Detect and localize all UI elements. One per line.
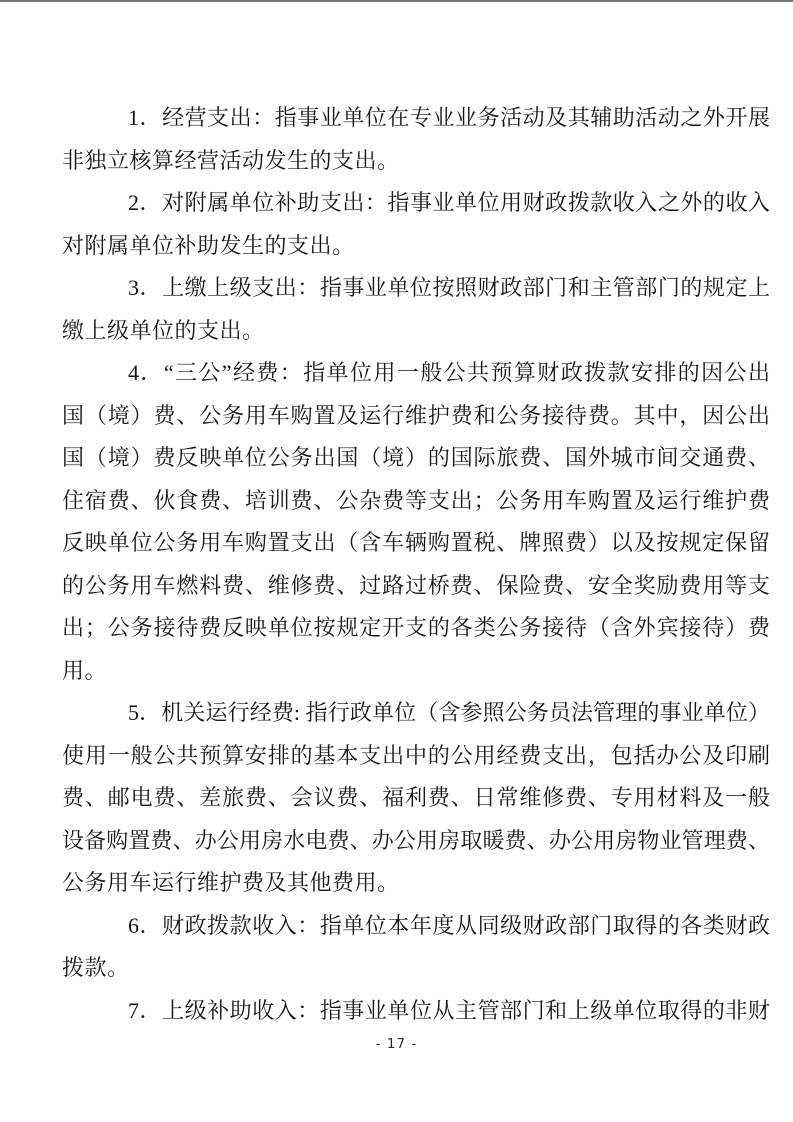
document-body-text (62, 97, 770, 1032)
text-line: 费、邮电费、差旅费、会议费、福利费、日常维修费、专用材料及一般 (62, 785, 770, 810)
text-line: 使用一般公共预算安排的基本支出中的公用经费支出，包括办公及印刷 (62, 742, 770, 768)
page-number: - 17 - (375, 1036, 418, 1052)
text-line: 国（境）费反映单位公务出国（境）的国际旅费、国外城市间交通费、 (62, 445, 770, 470)
text-line: 公务用车运行维护费及其他费用。 (62, 870, 400, 895)
text-line: 出；公务接待费反映单位按规定开支的各类公务接待（含外宾接待）费 (62, 615, 770, 640)
text-line: 缴上级单位的支出。 (62, 317, 265, 343)
text-line: 7．上级补助收入：指事业单位从主管部门和上级单位取得的非财 (128, 997, 770, 1023)
text-line: 3．上缴上级支出：指事业单位按照财政部门和主管部门的规定上 (128, 275, 770, 300)
text-line: 国（境）费、公务用车购置及运行维护费和公务接待费。其中，因公出 (62, 402, 770, 428)
text-line: 非独立核算经营活动发生的支出。 (62, 147, 400, 173)
text-line: 反映单位公务用车购置支出（含车辆购置税、牌照费）以及按规定保留 (62, 530, 770, 555)
text-line: 1．经营支出：指事业单位在专业业务活动及其辅助活动之外开展 (128, 105, 770, 130)
text-line: 对附属单位补助发生的支出。 (62, 232, 355, 258)
text-line: 2．对附属单位补助支出：指事业单位用财政拨款收入之外的收入 (128, 190, 770, 215)
text-line: 4．“三公”经费：指单位用一般公共预算财政拨款安排的因公出 (128, 360, 770, 385)
text-line: 的公务用车燃料费、维修费、过路过桥费、保险费、安全奖励费用等支 (62, 572, 770, 598)
scan-edge-artifact (0, 0, 793, 2)
text-line: 拨款。 (62, 955, 130, 980)
text-line: 5．机关运行经费: 指行政单位（含参照公务员法管理的事业单位） (128, 700, 770, 725)
text-line: 设备购置费、办公用房水电费、办公用房取暖费、办公用房物业管理费、 (62, 827, 770, 853)
text-line: 住宿费、伙食费、培训费、公杂费等支出；公务用车购置及运行维护费 (62, 487, 770, 513)
text-line: 用。 (62, 657, 108, 683)
text-line: 6．财政拨款收入：指单位本年度从同级财政部门取得的各类财政 (128, 912, 770, 938)
